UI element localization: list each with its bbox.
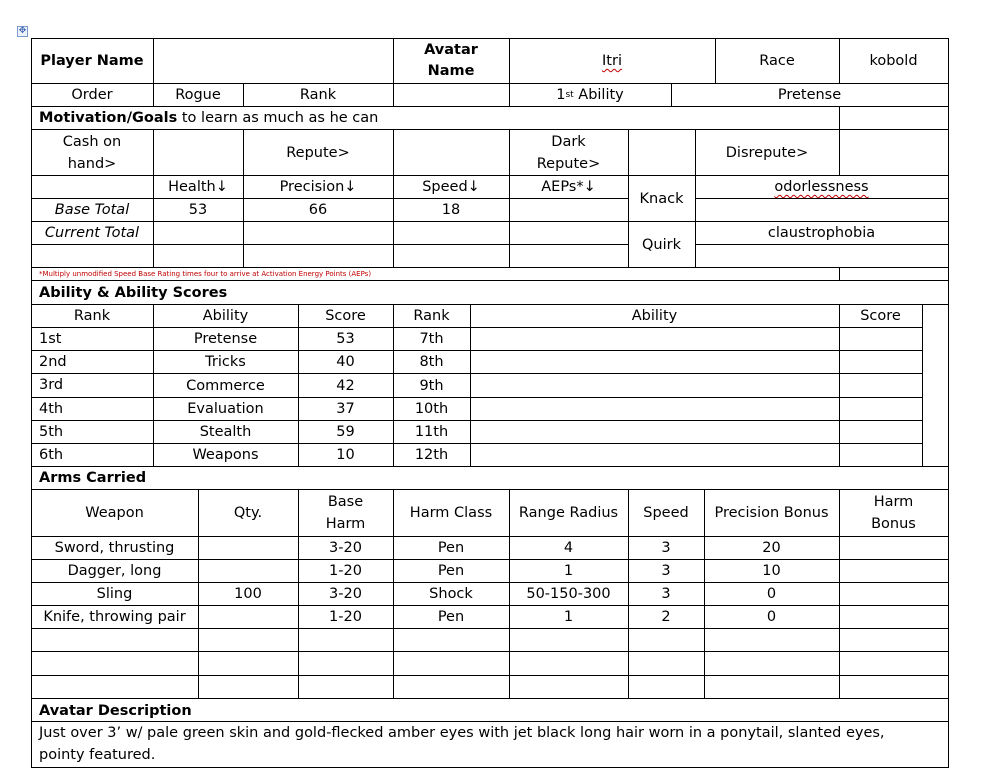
table-move-handle-icon[interactable]: ✥ xyxy=(18,26,27,36)
ability-row-rank: 5th xyxy=(39,424,64,440)
weapon-range[interactable]: 50-150-300 xyxy=(526,586,611,602)
ability-row-score[interactable]: 37 xyxy=(336,401,355,417)
precision-header: Precision↓ xyxy=(279,179,357,195)
abilities-col-ability2: Ability xyxy=(631,308,678,324)
arms-col-speed: Speed xyxy=(643,505,689,521)
weapon-harm-bonus[interactable] xyxy=(839,583,948,605)
order-field[interactable]: Rogue xyxy=(175,87,221,103)
ability-row-score[interactable]: 59 xyxy=(336,424,355,440)
abilities-col-score: Score xyxy=(325,308,366,324)
race-field[interactable]: kobold xyxy=(869,53,918,69)
weapon-range[interactable]: 4 xyxy=(563,540,574,556)
weapon-name[interactable]: Knife, throwing pair xyxy=(43,609,186,625)
ability-row-name[interactable]: Stealth xyxy=(199,424,252,440)
weapon-speed[interactable]: 2 xyxy=(661,609,671,625)
cash-label-line1: Cash on xyxy=(62,134,122,150)
repute-label: Repute> xyxy=(286,145,350,161)
knack-value: odorlessness xyxy=(774,179,869,195)
weapon-name[interactable]: Sword, thrusting xyxy=(54,540,175,556)
avatar-name-label xyxy=(393,39,509,83)
ability-row-rank: 1st xyxy=(39,331,62,347)
weapon-base-harm[interactable]: 1-20 xyxy=(329,563,362,579)
weapon-base-harm[interactable]: 3-20 xyxy=(329,540,362,556)
first-ability-rest: Ability xyxy=(573,87,624,103)
cash-label-line2: hand> xyxy=(67,156,117,172)
abilities-col-rank: Rank xyxy=(73,308,111,324)
weapon-precision[interactable]: 0 xyxy=(766,609,777,625)
base-speed-field[interactable]: 18 xyxy=(441,202,461,218)
player-name-label: Player Name xyxy=(40,53,144,69)
ability-row-name[interactable]: Weapons xyxy=(192,447,259,463)
avatar-name-field[interactable] xyxy=(509,39,715,83)
rank-label: Rank xyxy=(299,87,337,103)
weapon-range[interactable]: 1 xyxy=(563,609,574,625)
weapon-harm-class[interactable]: Pen xyxy=(437,609,465,625)
race-label: Race xyxy=(759,53,795,69)
weapon-qty[interactable]: 100 xyxy=(234,586,262,602)
first-ability-field[interactable]: Pretense xyxy=(777,87,842,103)
arms-col-qty: Qty. xyxy=(233,505,263,521)
weapon-base-harm[interactable]: 1-20 xyxy=(329,609,362,625)
weapon-name[interactable]: Dagger, long xyxy=(67,563,162,579)
base-harm-line1: Base xyxy=(327,494,364,510)
weapon-harm-class[interactable]: Shock xyxy=(429,586,473,602)
weapon-qty[interactable] xyxy=(198,537,298,559)
harm-bonus-line2: Bonus xyxy=(871,516,916,532)
current-total-label: Current Total xyxy=(44,225,140,241)
speed-header: Speed↓ xyxy=(422,179,480,195)
arms-col-precision-bonus: Precision Bonus xyxy=(714,505,829,521)
ability-row-score[interactable]: 53 xyxy=(336,331,355,347)
base-precision-field[interactable]: 66 xyxy=(308,202,328,218)
arms-section-title: Arms Carried xyxy=(39,470,147,486)
ability-row-rank: 3rd xyxy=(39,377,64,393)
first-ability-num: 1 xyxy=(556,87,566,103)
order-label: Order xyxy=(71,87,113,103)
abilities-col-score2: Score xyxy=(860,308,901,324)
ability-row-rank: 2nd xyxy=(39,354,67,370)
ability-row-score[interactable]: 40 xyxy=(336,354,355,370)
weapon-speed[interactable]: 3 xyxy=(661,586,671,602)
weapon-precision[interactable]: 10 xyxy=(762,563,781,579)
weapon-harm-class[interactable]: Pen xyxy=(437,563,465,579)
ability-row-name[interactable]: Tricks xyxy=(205,354,246,370)
weapon-speed[interactable]: 3 xyxy=(661,540,671,556)
ability-row-rank: 6th xyxy=(39,447,64,463)
ability-row-score[interactable]: 10 xyxy=(336,447,355,463)
avatar-name-label-line2: Name xyxy=(427,63,475,79)
weapon-speed[interactable]: 3 xyxy=(661,563,671,579)
quirk-label: Quirk xyxy=(642,237,681,253)
weapon-harm-bonus[interactable] xyxy=(839,560,948,582)
abilities-section-title: Ability & Ability Scores xyxy=(39,284,228,301)
health-header: Health↓ xyxy=(168,179,228,195)
motivation-label: Motivation/Goals xyxy=(39,110,178,126)
base-harm-line2: Harm xyxy=(325,516,366,532)
description-section-title: Avatar Description xyxy=(39,702,192,719)
weapon-range[interactable]: 1 xyxy=(563,563,574,579)
quirk-field[interactable]: claustrophobia xyxy=(767,225,876,241)
weapon-harm-class[interactable]: Pen xyxy=(437,540,465,556)
ability-row-rank: 4th xyxy=(39,401,64,417)
ability-row-rank2: 7th xyxy=(419,331,444,347)
rank-field[interactable] xyxy=(393,84,509,106)
knack-label: Knack xyxy=(639,191,684,207)
weapon-harm-bonus[interactable] xyxy=(839,537,948,559)
motivation-value[interactable]: to learn as much as he can xyxy=(181,110,379,126)
ability-row-name[interactable]: Evaluation xyxy=(187,401,264,417)
ability-row-rank2: 11th xyxy=(414,424,449,440)
ability-row-name[interactable]: Pretense xyxy=(193,331,258,347)
motivation-row xyxy=(31,107,839,129)
ability-row-rank2: 8th xyxy=(419,354,444,370)
arms-col-range-radius: Range Radius xyxy=(518,505,619,521)
first-ability-label: 1 st Ability xyxy=(509,84,671,106)
player-name-field[interactable] xyxy=(153,39,393,83)
abilities-col-rank2: Rank xyxy=(413,308,450,324)
ability-row-rank2: 10th xyxy=(414,401,449,417)
weapon-precision[interactable]: 20 xyxy=(762,540,781,556)
weapon-qty[interactable] xyxy=(198,560,298,582)
weapon-base-harm[interactable]: 3-20 xyxy=(329,586,362,602)
weapon-precision[interactable]: 0 xyxy=(766,586,777,602)
ability-row-score[interactable]: 42 xyxy=(336,378,355,394)
arms-col-harm-bonus xyxy=(839,490,948,536)
base-total-label: Base Total xyxy=(54,202,130,218)
aeps-header: AEPs*↓ xyxy=(541,179,596,195)
knack-field[interactable] xyxy=(695,176,948,198)
avatar-name-value: Itri xyxy=(602,53,622,69)
weapon-name[interactable]: Sling xyxy=(96,586,133,602)
aeps-footnote: *Multiply unmodified Speed Base Rating times four to arrive at Activation Energy Points (AEPs) xyxy=(39,270,372,278)
abilities-col-ability: Ability xyxy=(202,308,249,324)
dark-repute-line1: Dark xyxy=(551,134,586,150)
ability-row-name[interactable]: Commerce xyxy=(186,378,265,394)
harm-bonus-line1: Harm xyxy=(873,494,914,510)
avatar-name-label-line1: Avatar xyxy=(424,42,478,58)
weapon-qty[interactable] xyxy=(198,606,298,628)
base-health-field[interactable]: 53 xyxy=(188,202,208,218)
description-text[interactable]: Just over 3’ w/ pale green skin and gold-flecked amber eyes with jet black long hair worn in a ponytail, slanted eyes, pointy featured. xyxy=(39,725,885,763)
arms-col-weapon: Weapon xyxy=(85,505,144,521)
disrepute-label: Disrepute> xyxy=(725,145,809,161)
dark-repute-label xyxy=(509,130,628,176)
weapon-harm-bonus[interactable] xyxy=(839,606,948,628)
arms-col-base-harm xyxy=(298,490,393,536)
arms-col-harm-class: Harm Class xyxy=(409,505,493,521)
ability-row-rank2: 9th xyxy=(419,378,444,394)
dark-repute-line2: Repute> xyxy=(536,156,601,172)
ability-row-rank2: 12th xyxy=(414,447,449,463)
cash-on-hand-label xyxy=(31,130,153,176)
